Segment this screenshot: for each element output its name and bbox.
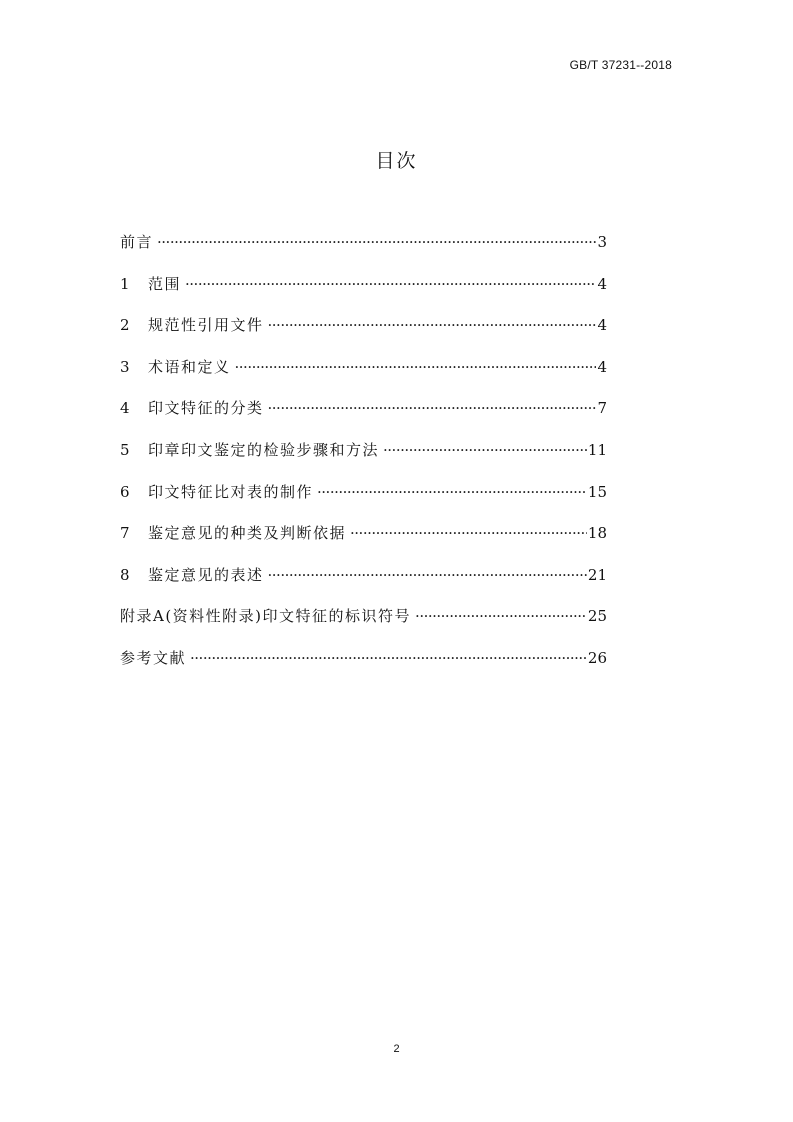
toc-entry-page: 18 <box>587 524 607 543</box>
toc-entry-page: 26 <box>587 648 607 667</box>
toc-entry-text: 术语和定义 <box>148 357 231 376</box>
toc-entry-text: 规范性引用文件 <box>148 316 264 335</box>
toc-entry-appendix-a[interactable] <box>120 601 607 643</box>
toc-dot-leader <box>268 393 597 423</box>
toc-entry-number: 7 <box>120 524 130 543</box>
page-number: 2 <box>393 1043 400 1055</box>
toc-dot-leader <box>317 477 587 507</box>
toc-entry-foreword[interactable] <box>120 227 607 269</box>
toc-entry-bibliography[interactable] <box>120 643 607 685</box>
toc-entry-text: 印文特征的分类 <box>148 399 264 418</box>
toc-entry-number: 2 <box>120 316 130 335</box>
toc-entry-page: 15 <box>587 482 607 501</box>
toc-dot-leader <box>268 310 597 340</box>
toc-entry-comparison-table[interactable] <box>120 477 607 519</box>
toc-entry-number: 1 <box>120 274 130 293</box>
toc-entry-text: 鉴定意见的表述 <box>148 565 264 584</box>
toc-entry-opinion-types[interactable] <box>120 518 607 560</box>
table-of-contents <box>120 227 607 685</box>
toc-dot-leader <box>157 227 596 257</box>
toc-dot-leader <box>268 560 587 590</box>
page-header-standard-code: GB/T 37231--2018 <box>569 58 672 72</box>
toc-dot-leader <box>185 269 596 299</box>
toc-entry-page: 4 <box>597 274 607 293</box>
toc-entry-text: 印章印文鉴定的检验步骤和方法 <box>148 440 380 459</box>
toc-entry-number: 3 <box>120 357 130 376</box>
toc-entry-text: 前言 <box>120 233 154 251</box>
toc-entry-page: 4 <box>597 357 607 376</box>
toc-entry-page: 7 <box>597 399 607 418</box>
toc-entry-number: 5 <box>120 440 130 459</box>
toc-entry-number: 6 <box>120 482 130 501</box>
toc-title: 目次 <box>375 150 418 172</box>
toc-entry-opinion-expression[interactable] <box>120 560 607 602</box>
toc-entry-number: 8 <box>120 565 130 584</box>
toc-dot-leader <box>415 601 587 631</box>
toc-entry-page: 21 <box>587 565 607 584</box>
toc-entry-normative-references[interactable] <box>120 310 607 352</box>
toc-entry-page: 11 <box>587 440 607 459</box>
toc-entry-text: 印文特征比对表的制作 <box>148 482 314 501</box>
toc-entry-page: 3 <box>597 233 607 251</box>
toc-entry-number: 4 <box>120 399 130 418</box>
toc-entry-text: 范围 <box>148 274 182 293</box>
toc-entry-text: 附录A(资料性附录)印文特征的标识符号 <box>120 607 412 626</box>
toc-entry-terms-definitions[interactable] <box>120 352 607 394</box>
toc-entry-examination-steps[interactable] <box>120 435 607 477</box>
toc-dot-leader <box>383 435 587 465</box>
toc-entry-seal-feature-classification[interactable] <box>120 393 607 435</box>
toc-entry-page: 25 <box>587 607 607 626</box>
toc-entry-page: 4 <box>597 316 607 335</box>
toc-entry-scope[interactable] <box>120 269 607 311</box>
toc-dot-leader <box>235 352 597 382</box>
toc-dot-leader <box>350 518 587 548</box>
toc-dot-leader <box>190 643 587 673</box>
toc-entry-text: 参考文献 <box>120 648 187 667</box>
toc-entry-text: 鉴定意见的种类及判断依据 <box>148 524 347 543</box>
